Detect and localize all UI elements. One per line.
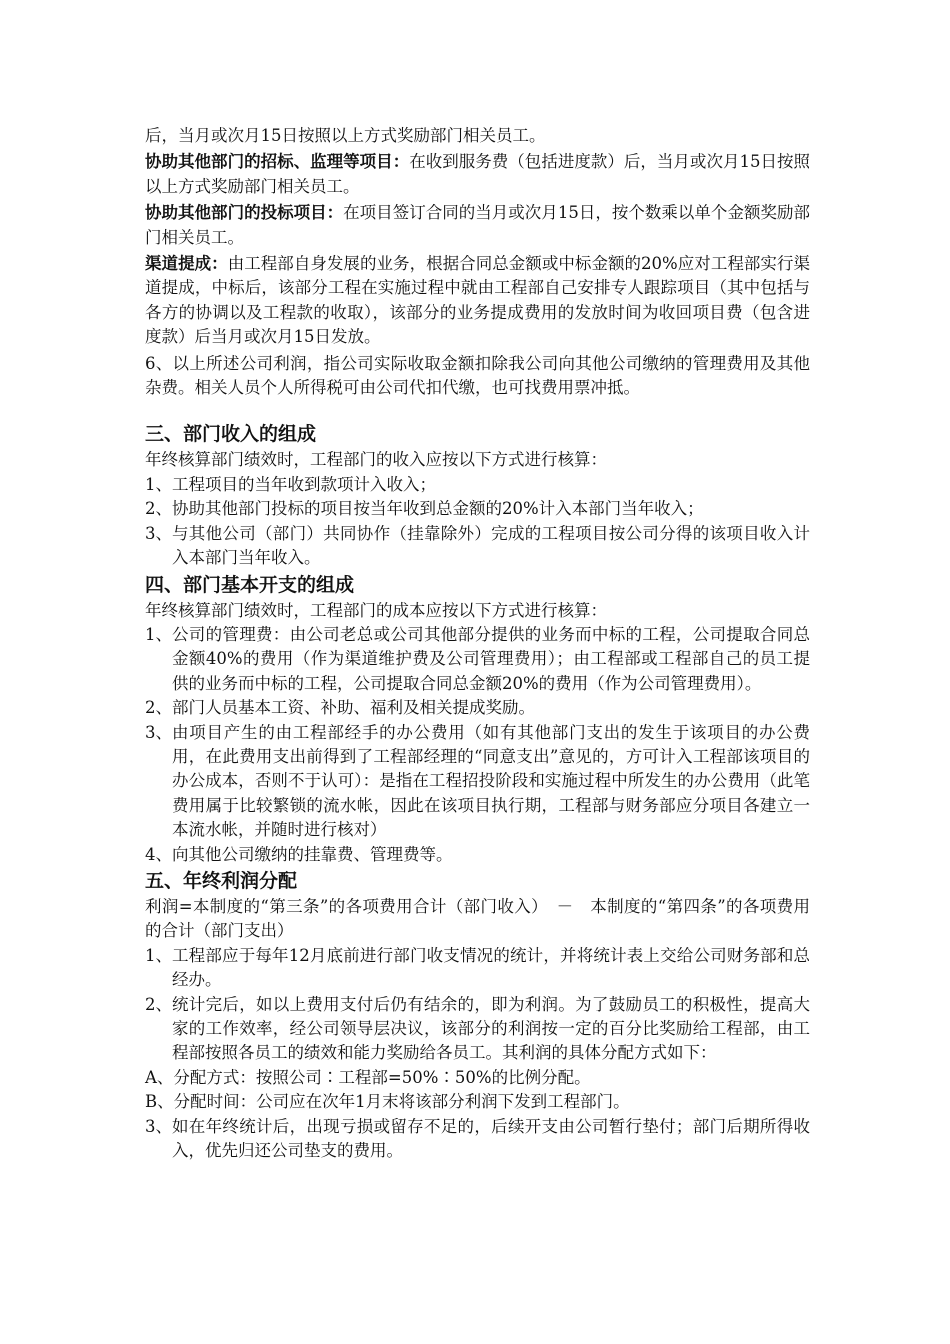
list-item — [145, 1066, 810, 1090]
document-page — [145, 124, 810, 1163]
tender-text: 在项目签订合同的当月或次月15日，按个数乘以单个金额奖励部门相关员工。 — [145, 203, 810, 247]
list-text: 工程部应于每年12月底前进行部门收支情况的统计，并将统计表上交给公司财务部和总经办。 — [172, 945, 810, 990]
list-text: 由项目产生的由工程部经手的办公费用（如有其他部门支出的发生于该项目的办公费用，在此费用支出前得到了工程部经理的“同意支出”意见的，方可计入工程部该项目的办公成本，否则不于认可）：是指在工程招投阶段和实施过程中所发生的办公费用（此笔费用属于比较繁锁的流水帐，因此在该项目执行期，工程部与财务部应分项目各建立一本流水帐，并随时进行核对） — [172, 722, 810, 840]
list-number: 2、 — [145, 698, 172, 718]
section-4-lead: 年终核算部门绩效时，工程部门的成本应按以下方式进行核算： — [145, 600, 607, 620]
paragraph-six: 6、以上所述公司利润，指公司实际收取金额扣除我公司向其他公司缴纳的管理费用及其他杂费。相关人员个人所得税可由公司代扣代缴，也可找费用票冲抵。 — [145, 353, 810, 398]
list-item — [145, 843, 810, 867]
list-text: 部门人员基本工资、补助、福利及相关提成奖励。 — [172, 698, 535, 718]
list-item — [145, 696, 810, 720]
list-number: 2、 — [145, 499, 172, 519]
list-number: 4、 — [145, 844, 172, 864]
list-number: B、 — [145, 1092, 174, 1112]
list-text: 与其他公司（部门）共同协作（挂靠除外）完成的工程项目按公司分得的该项目收入计入本部门当年收入。 — [172, 523, 810, 568]
paragraph-channel — [145, 252, 810, 350]
list-text: 分配时间：公司应在次年1月末将该部分利润下发到工程部门。 — [173, 1092, 630, 1112]
list-number: 3、 — [145, 722, 172, 742]
list-number: 1、 — [145, 945, 172, 965]
list-text: 如在年终统计后，出现亏损或留存不足的，后续开支由公司暂行垫付；部门后期所得收入，优先归还公司垫支的费用。 — [172, 1116, 810, 1161]
paragraph-tender — [145, 201, 810, 250]
intro-line: 后，当月或次月15日按照以上方式奖励部门相关员工。 — [145, 126, 546, 145]
bidding-label: 协助其他部门的招标、监理等项目： — [145, 152, 410, 172]
list-number: 1、 — [145, 624, 172, 644]
list-item — [145, 497, 810, 521]
list-item — [145, 1090, 810, 1114]
list-text: 统计完后，如以上费用支付后仍有结余的，即为利润。为了鼓励员工的积极性，提高大家的工作效率，经公司领导层决议，该部分的利润按一定的百分比奖励给工程部，由工程部按照各员工的绩效和能力奖励给各员工。其利润的具体分配方式如下： — [172, 994, 810, 1063]
section-5-lead: 利润=本制度的“第三条”的各项费用合计（部门收入） － 本制度的“第四条”的各项费用的合计（部门支出） — [145, 896, 810, 941]
list-number: A、 — [145, 1067, 174, 1087]
section-3-heading: 三、部门收入的组成 — [145, 423, 317, 446]
channel-text: 由工程部自身发展的业务，根据合同总金额或中标金额的20%应对工程部实行渠道提成，中标后，该部分工程在实施过程中就由工程部自己安排专人跟踪项目（其中包括与各方的协调以及工程款的收取），该部分的业务提成费用的发放时间为收回项目费（包含进度款）后当月或次月15日发放。 — [145, 254, 811, 347]
list-item — [145, 522, 810, 571]
list-item — [145, 623, 810, 696]
list-item — [145, 721, 810, 843]
paragraph-bidding — [145, 150, 810, 199]
list-text: 公司的管理费：由公司老总或公司其他部分提供的业务而中标的工程，公司提取合同总金额40%的费用（作为渠道维护费及公司管理费用）；由工程部或工程部自己的员工提供的业务而中标的工程，公司提取合同总金额20%的费用（作为公司管理费用）。 — [172, 624, 810, 693]
list-number: 3、 — [145, 1116, 172, 1136]
section-5-heading: 五、年终利润分配 — [145, 869, 298, 892]
list-item — [145, 944, 810, 993]
list-number: 3、 — [145, 523, 172, 543]
section-3-lead: 年终核算部门绩效时，工程部门的收入应按以下方式进行核算： — [145, 450, 607, 470]
section-4-heading: 四、部门基本开支的组成 — [145, 573, 355, 596]
list-text: 分配方式：按照公司∶工程部=50%∶50%的比例分配。 — [173, 1067, 591, 1087]
list-item — [145, 1115, 810, 1164]
list-text: 向其他公司缴纳的挂靠费、管理费等。 — [172, 844, 453, 864]
channel-label: 渠道提成： — [145, 254, 228, 274]
list-item — [145, 993, 810, 1066]
tender-label: 协助其他部门的投标项目： — [145, 203, 344, 223]
list-text: 协助其他部门投标的项目按当年收到总金额的20%计入本部门当年收入； — [172, 499, 704, 519]
bidding-text: 在收到服务费（包括进度款）后，当月或次月15日按照以上方式奖励部门相关员工。 — [145, 152, 811, 196]
list-item — [145, 473, 810, 497]
list-text: 工程项目的当年收到款项计入收入； — [172, 474, 436, 494]
list-number: 2、 — [145, 994, 172, 1014]
list-number: 1、 — [145, 474, 172, 494]
